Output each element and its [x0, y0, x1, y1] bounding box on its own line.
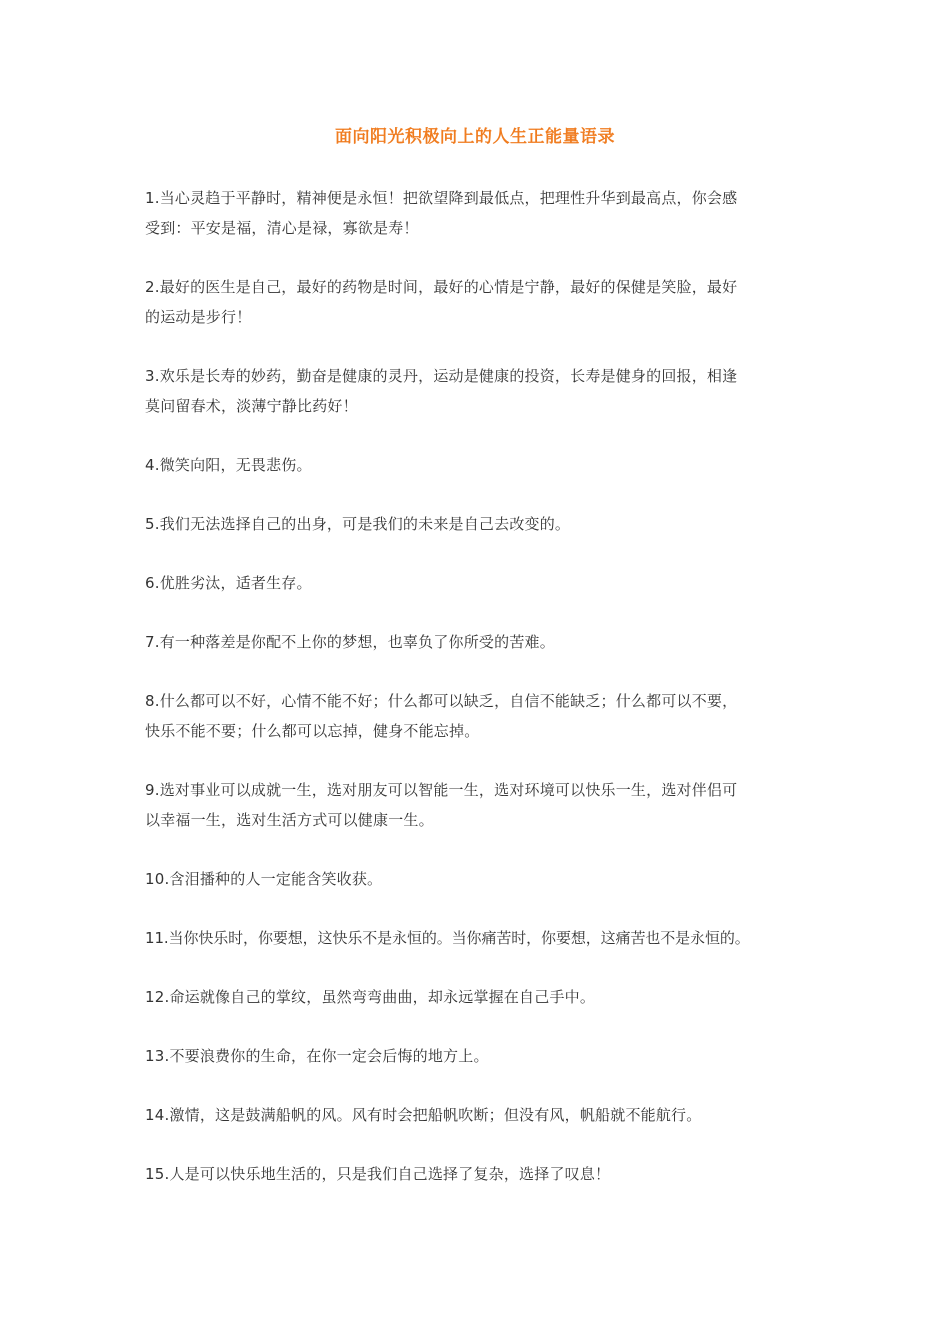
quote-item: 11.当你快乐时，你要想，这快乐不是永恒的。当你痛苦时，你要想，这痛苦也不是永恒的。: [145, 929, 750, 947]
quote-list: [145, 183, 825, 1218]
document-title: 面向阳光积极向上的人生正能量语录: [335, 127, 615, 147]
quote-item: 3.欢乐是长寿的妙药，勤奋是健康的灵丹，运动是健康的投资，长寿是健身的回报，相逢 莫问留春术，淡薄宁静比药好！: [145, 367, 738, 415]
quote-item: 15.人是可以快乐地生活的，只是我们自己选择了复杂，选择了叹息！: [145, 1165, 611, 1183]
quote-item: 7.有一种落差是你配不上你的梦想，也辜负了你所受的苦难。: [145, 633, 555, 651]
quote-item: 13.不要浪费你的生命，在你一定会后悔的地方上。: [145, 1047, 489, 1065]
quote-item: 10.含泪播种的人一定能含笑收获。: [145, 870, 383, 888]
quote-item: 2.最好的医生是自己，最好的药物是时间，最好的心情是宁静，最好的保健是笑脸，最好 的运动是步行！: [145, 278, 738, 326]
quote-item: 6.优胜劣汰，适者生存。: [145, 574, 312, 592]
quote-item: 4.微笑向阳，无畏悲伤。: [145, 456, 312, 474]
quote-item: 1.当心灵趋于平静时，精神便是永恒！把欲望降到最低点，把理性升华到最高点，你会感 受到：平安是福，清心是禄，寡欲是寿！: [145, 189, 738, 237]
quote-item: 12.命运就像自己的掌纹，虽然弯弯曲曲，却永远掌握在自己手中。: [145, 988, 596, 1006]
quote-item: 5.我们无法选择自己的出身，可是我们的未来是自己去改变的。: [145, 515, 571, 533]
quote-item: 8.什么都可以不好，心情不能不好；什么都可以缺乏，自信不能缺乏；什么都可以不要， 快乐不能不要；什么都可以忘掉，健身不能忘掉。: [145, 692, 738, 740]
quote-item: 9.选对事业可以成就一生，选对朋友可以智能一生，选对环境可以快乐一生，选对伴侣可 以幸福一生，选对生活方式可以健康一生。: [145, 781, 738, 829]
quote-item: 14.激情，这是鼓满船帆的风。风有时会把船帆吹断；但没有风，帆船就不能航行。: [145, 1106, 702, 1124]
